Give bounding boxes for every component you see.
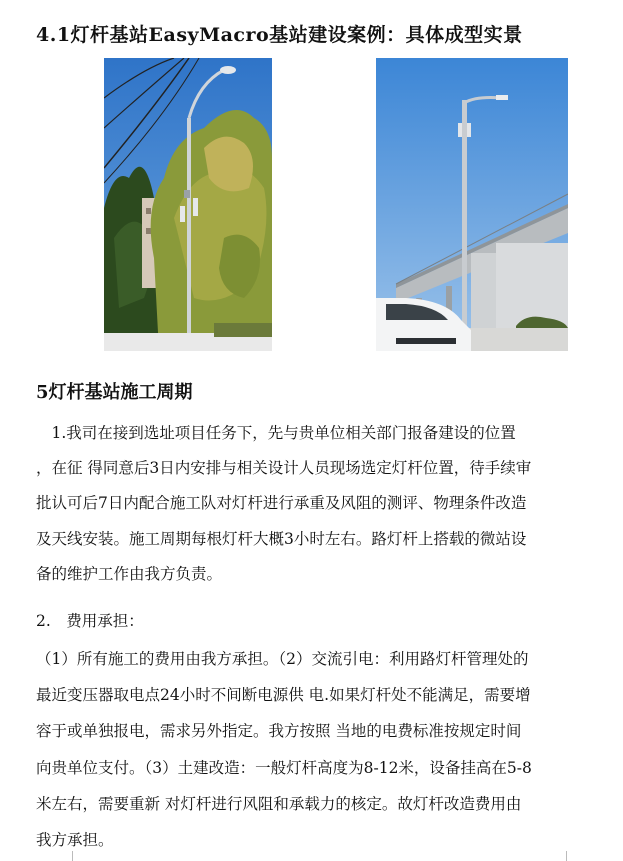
- document-heading: 4.1灯杆基站EasyMacro基站建设案例：具体成型实景: [36, 24, 523, 46]
- photo-light-pole-trees: [104, 58, 272, 351]
- page-margin-mark: [566, 851, 567, 861]
- photo-light-pole-overpass: [376, 58, 568, 351]
- paragraph2-line: 向贵单位支付。（3）土建改造：一般灯杆高度为8-12米，设备挂高在5-8: [36, 759, 532, 777]
- section-title: 5灯杆基站施工周期: [36, 382, 193, 403]
- paragraph2-line: 米左右，需要重新 对灯杆进行风阻和承载力的核定。故灯杆改造费用由: [36, 795, 522, 813]
- item2-title: 2. 费用承担：: [36, 612, 144, 630]
- paragraph2-line: 我方承担。: [36, 831, 114, 849]
- paragraph1-line: ，在征 得同意后3日内安排与相关设计人员现场选定灯杆位置，待手续审: [36, 459, 532, 477]
- paragraph1-line: 1.我司在接到选址项目任务下，先与贵单位相关部门报备建设的位置: [36, 424, 516, 442]
- paragraph2-line: （1）所有施工的费用由我方承担。（2）交流引电：利用路灯杆管理处的: [36, 650, 529, 668]
- paragraph1-line: 备的维护工作由我方负责。: [36, 565, 223, 583]
- page-margin-mark: [72, 851, 73, 861]
- paragraph1-line: 及天线安装。施工周期每根灯杆大概3小时左右。路灯杆上搭载的微站设: [36, 530, 527, 548]
- paragraph2-line: 容于或单独报电，需求另外指定。我方按照 当地的电费标准按规定时间: [36, 722, 522, 740]
- paragraph2-line: 最近变压器取电点24小时不间断电源供 电.如果灯杆处不能满足，需要增: [36, 686, 531, 704]
- paragraph1-line: 批认可后7日内配合施工队对灯杆进行承重及风阻的测评、物理条件改造: [36, 494, 527, 512]
